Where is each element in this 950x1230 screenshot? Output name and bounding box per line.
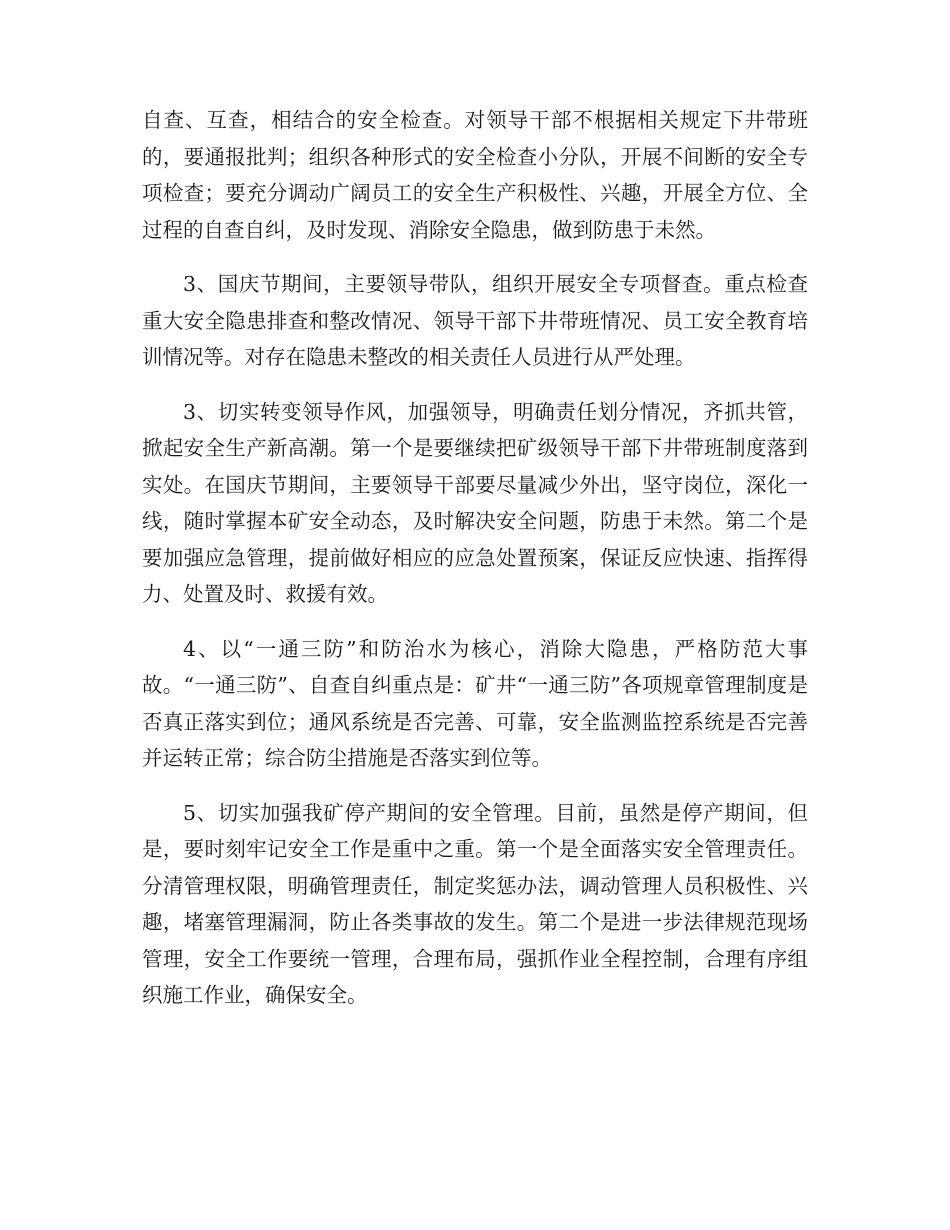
paragraph-item-4-ventilation: 4、以“一通三防”和防治水为核心，消除大隐患，严格防范大事故。“一通三防”、自查自纠重点是：矿井“一通三防”各项规章管理制度是否真正落实到位；通风系统是否完善、可靠，安全监测监控系统是否完善并运转正常；综合防尘措施是否落实到位等。 [142, 636, 808, 770]
paragraph-item-3-leadership: 3、切实转变领导作风，加强领导，明确责任划分情况，齐抓共管，掀起安全生产新高潮。第一个是要继续把矿级领导干部下井带班制度落到实处。在国庆节期间，主要领导干部要尽量减少外出，坚守岗位，深化一线，随时掌握本矿安全动态，及时解决安全问题，防患于未然。第二个是要加强应急管理，提前做好相应的应急处置预案，保证反应快速、指挥得力、处置及时、救援有效。 [142, 399, 808, 606]
paragraph-item-5-shutdown-safety: 5、切实加强我矿停产期间的安全管理。目前，虽然是停产期间，但是，要时刻牢记安全工作是重中之重。第一个是全面落实安全管理责任。分清管理权限，明确管理责任，制定奖惩办法，调动管理人员积极性、兴趣，堵塞管理漏洞，防止各类事故的发生。第二个是进一步法律规范现场管理，安全工作要统一管理，合理布局，强抓作业全程控制，合理有序组织施工作业，确保安全。 [142, 800, 808, 1007]
paragraph-item-3-inspection: 3、国庆节期间，主要领导带队，组织开展安全专项督查。重点检查重大安全隐患排查和整改情况、领导干部下井带班情况、员工安全教育培训情况等。对存在隐患未整改的相关责任人员进行从严处理。 [142, 272, 808, 369]
paragraph-continuation: 自查、互查，相结合的安全检查。对领导干部不根据相关规定下井带班的，要通报批判；组织各种形式的安全检查小分队，开展不间断的安全专项检查；要充分调动广阔员工的安全生产积极性、兴趣，开展全方位、全过程的自查自纠，及时发现、消除安全隐患，做到防患于未然。 [142, 108, 808, 242]
document-body [142, 102, 808, 1032]
